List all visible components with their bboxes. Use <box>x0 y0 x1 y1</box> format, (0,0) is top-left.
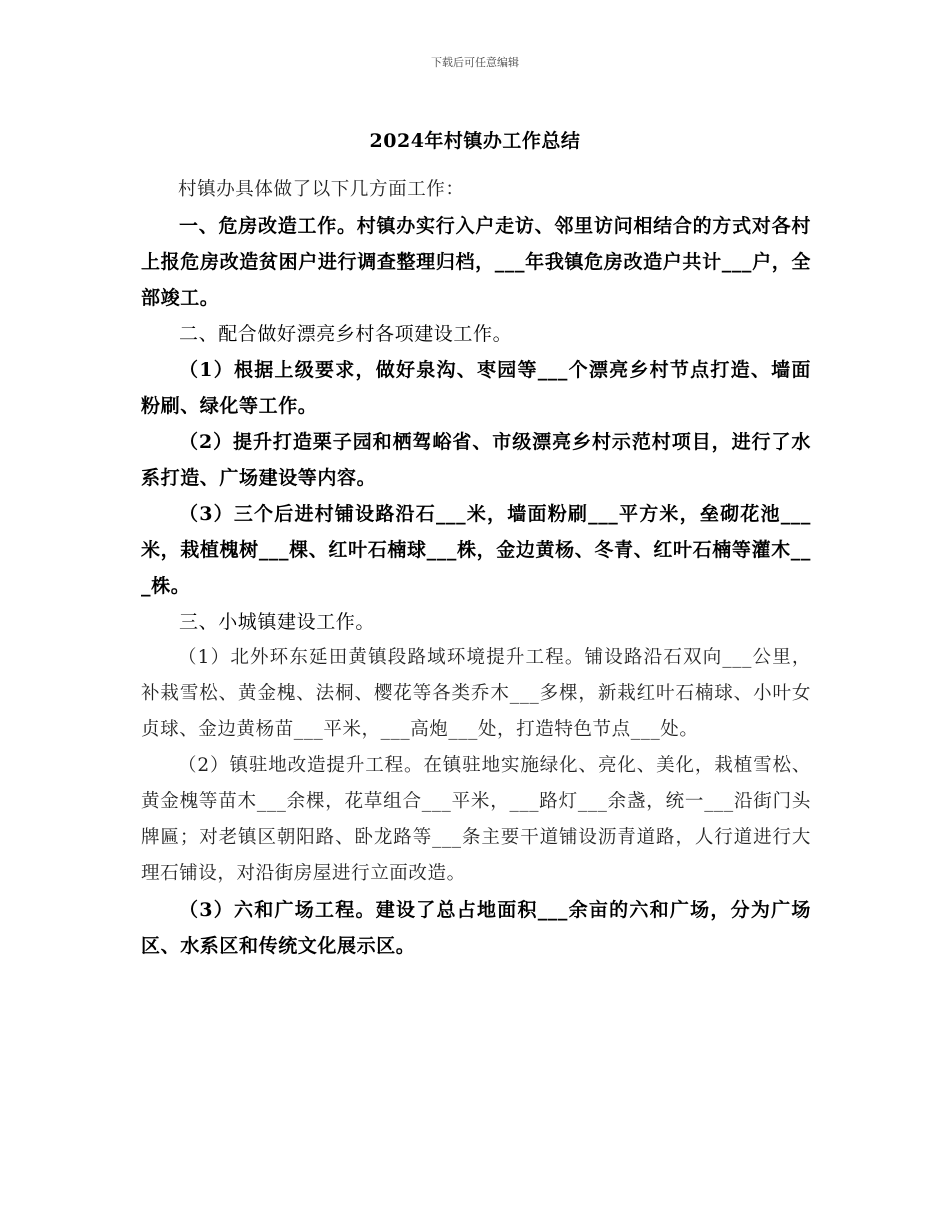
paragraph-section-2-item-2: （2）提升打造栗子园和栖驾峪省、市级漂亮乡村示范村项目，进行了水系打造、广场建设等内容。 <box>141 431 811 489</box>
header-note: 下载后可任意编辑 <box>431 56 519 69</box>
paragraph-section-3-item-2: （2）镇驻地改造提升工程。在镇驻地实施绿化、亮化、美化，栽植雪松、黄金槐等苗木___余棵，花草组合___平米，___路灯___余盏，统一___沿街门头牌匾；对老镇区朝阳路、卧龙路等___条主要干道铺设沥青道路，人行道进行大理石铺设，对沿街房屋进行立面改造。 <box>141 755 811 884</box>
paragraph-section-1: 一、危房改造工作。村镇办实行入户走访、邻里访问相结合的方式对各村上报危房改造贫困户进行调查整理归档，___年我镇危房改造户共计___户，全部竣工。 <box>141 215 811 309</box>
document-title: 2024年村镇办工作总结 <box>369 130 581 152</box>
paragraph-section-2-heading: 二、配合做好漂亮乡村各项建设工作。 <box>179 323 513 345</box>
paragraph-section-3-item-3: （3）六和广场工程。建设了总占地面积___余亩的六和广场，分为广场区、水系区和传统文化展示区。 <box>141 899 811 957</box>
paragraph-section-2-item-3: （3）三个后进村铺设路沿石___米，墙面粉刷___平方米，垒砌花池___米，栽植槐树___棵、红叶石楠球___株，金边黄杨、冬青、红叶石楠等灌木___株。 <box>141 503 811 597</box>
paragraph-section-3-item-1: （1）北外环东延田黄镇段路域环境提升工程。铺设路沿石双向___公里，补栽雪松、黄金槐、法桐、樱花等各类乔木___多棵，新栽红叶石楠球、小叶女贞球、金边黄杨苗___平米，___高炮___处，打造特色节点___处。 <box>141 647 811 740</box>
paragraph-section-2-item-1: （1）根据上级要求，做好泉沟、枣园等___个漂亮乡村节点打造、墙面粉刷、绿化等工作。 <box>141 359 811 417</box>
paragraph-section-3-heading: 三、小城镇建设工作。 <box>179 611 376 633</box>
paragraph-intro: 村镇办具体做了以下几方面工作： <box>178 179 465 200</box>
document-body <box>141 172 811 964</box>
